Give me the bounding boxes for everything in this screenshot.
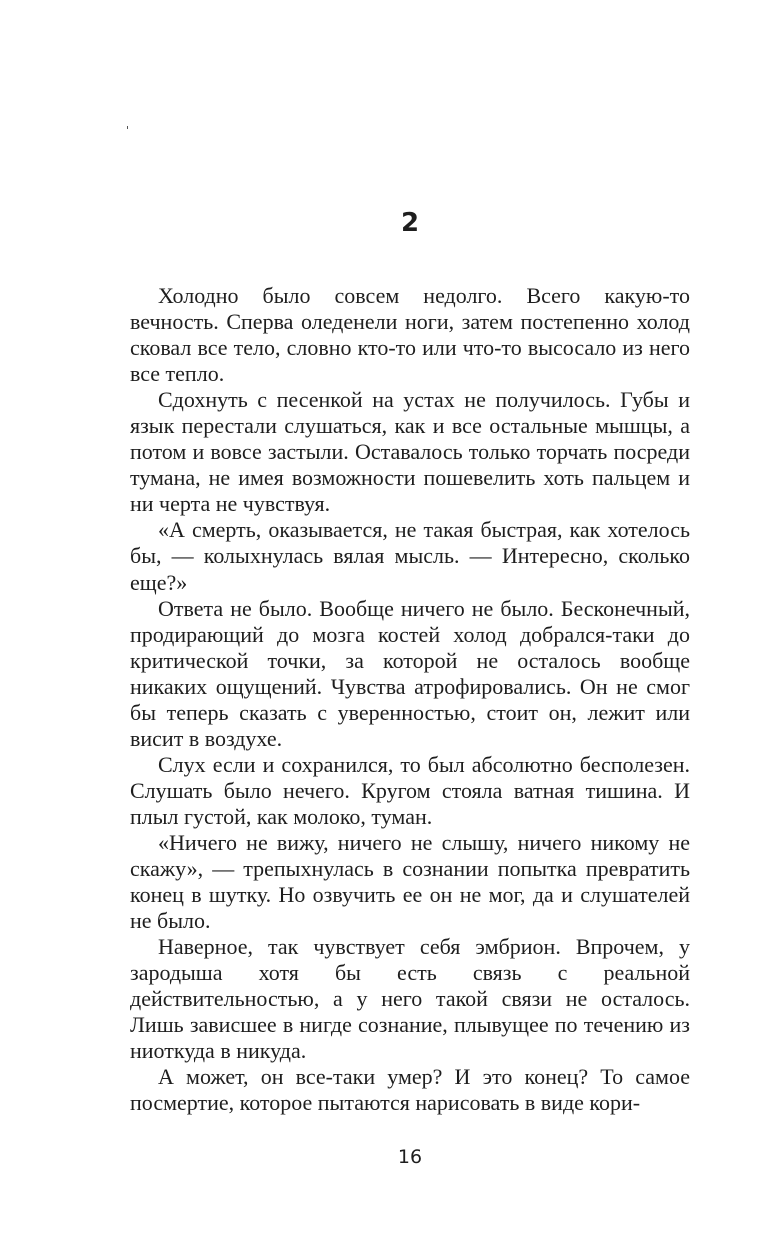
paragraph: А может, он все-таки умер? И это конец? То самое посмертие, которое пытаются нарисовать в виде кори-	[130, 1064, 690, 1116]
paragraph: Наверное, так чувствует себя эмбрион. Впрочем, у зародыша хотя бы есть связь с реальной действительностью, а у него такой связи не осталось. Лишь зависшее в нигде сознание, плывущее по течению из ниоткуда в никуда.	[130, 934, 690, 1064]
paragraph: «Ничего не вижу, ничего не слышу, ничего никому не скажу», — трепыхнулась в сознании попытка превратить конец в шутку. Но озвучить ее он не мог, да и слушателей не было.	[130, 829, 690, 934]
paragraph: Слух если и сохранился, то был абсолютно бесполезен. Слушать было нечего. Кругом стояла ватная тишина. И плыл густой, как молоко, туман.	[130, 751, 690, 829]
page-number: 16	[397, 1146, 423, 1168]
paragraph: Холодно было совсем недолго. Всего какую-то вечность. Сперва оледенели ноги, затем постепенно холод сковал все тело, словно кто-то или что-то высосало из него все тепло.	[130, 283, 690, 387]
chapter-heading: 2	[400, 208, 420, 238]
paragraph: Сдохнуть с песенкой на устах не получилось. Губы и язык перестали слушаться, как и все остальные мышцы, а потом и вовсе застыли. Оставалось только торчать посреди тумана, не имея возможности пошевелить хоть пальцем и ни черта не чувствуя.	[130, 387, 690, 517]
paragraph: Ответа не было. Вообще ничего не было. Бесконечный, продирающий до мозга костей холод добрался-таки до критической точки, за которой не осталось вообще никаких ощущений. Чувства атрофировались. Он не смог бы теперь сказать с уверенностью, стоит он, лежит или висит в воздухе.	[130, 595, 690, 751]
print-mark	[127, 126, 128, 129]
paragraph: «А смерть, оказывается, не такая быстрая, как хотелось бы, — колыхнулась вялая мысль. — Интересно, сколько еще?»	[130, 517, 690, 595]
chapter-text	[130, 283, 690, 1117]
